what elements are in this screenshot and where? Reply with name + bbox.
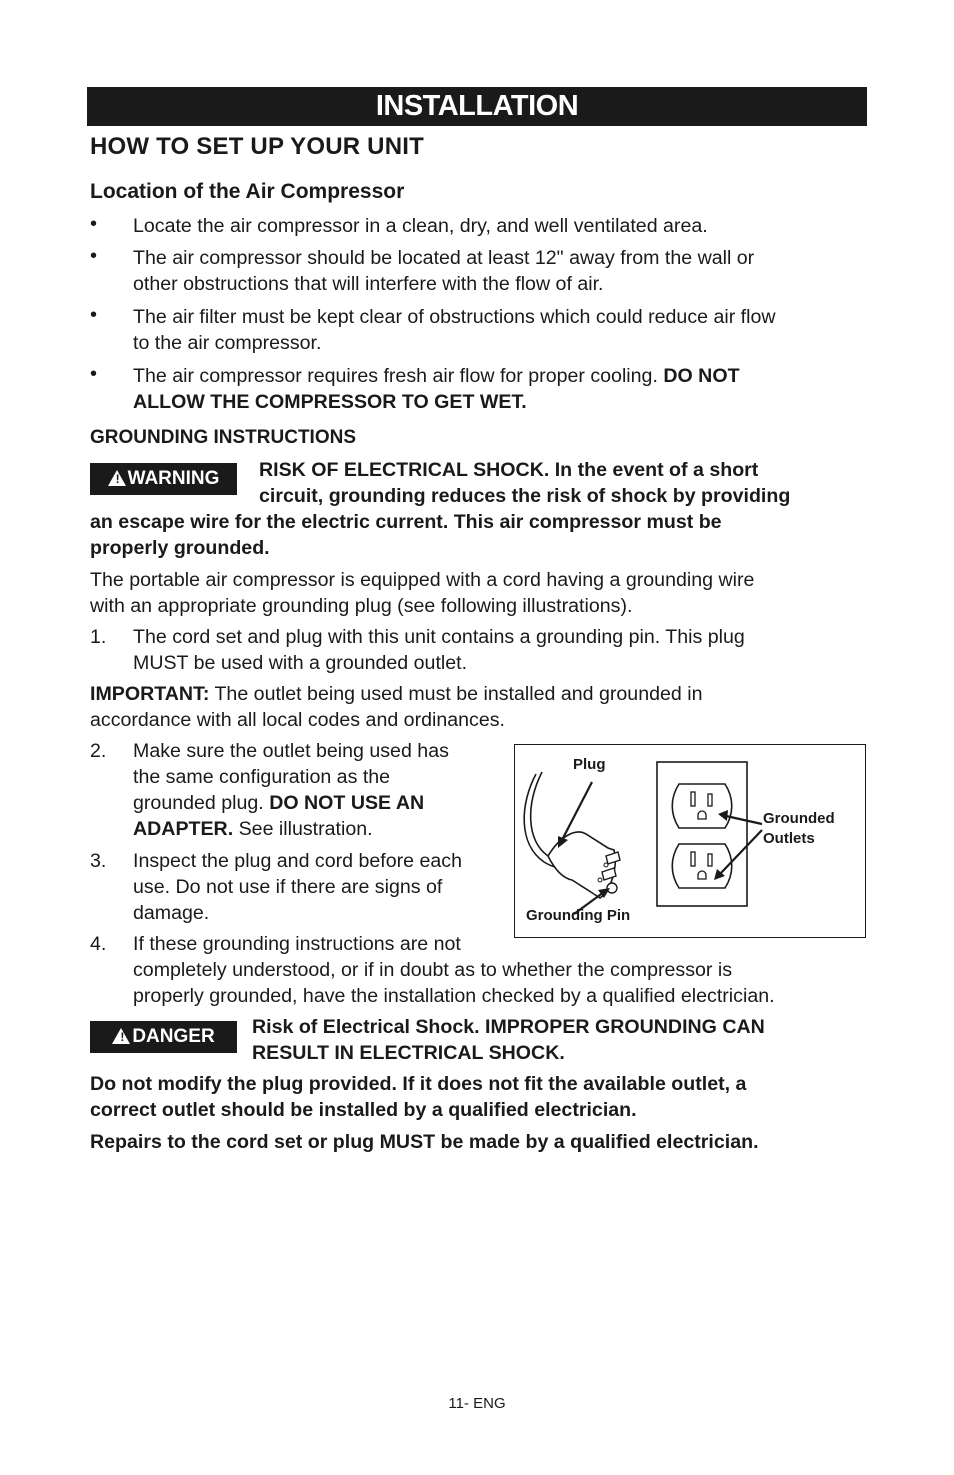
grounded-label-line2: Outlets bbox=[763, 830, 815, 847]
step-1-number: 1. bbox=[90, 626, 107, 648]
step-4-number: 4. bbox=[90, 933, 107, 955]
step-3-line1: Inspect the plug and cord before each bbox=[133, 850, 462, 872]
danger-triangle-icon: ! bbox=[112, 1028, 130, 1044]
plug-label: Plug bbox=[573, 756, 606, 773]
modify-line2: correct outlet should be installed by a qualified electrician. bbox=[90, 1099, 637, 1121]
bullet-item-4-line2: ALLOW THE COMPRESSOR TO GET WET. bbox=[133, 391, 527, 413]
warning-line1: RISK OF ELECTRICAL SHOCK. In the event of a short bbox=[259, 459, 759, 481]
bullet-item-4-text: The air compressor requires fresh air flow for proper cooling. bbox=[133, 365, 664, 387]
warning-label-text: WARNING bbox=[127, 468, 220, 489]
important-line2: accordance with all local codes and ordinances. bbox=[90, 709, 505, 731]
step-2-line3-text: grounded plug. bbox=[133, 792, 270, 814]
lower-outlet-icon bbox=[672, 844, 732, 888]
grounding-paragraph-line2: with an appropriate grounding plug (see following illustrations). bbox=[90, 595, 633, 617]
step-2-line4-emphasis: ADAPTER. bbox=[133, 818, 234, 840]
important-line1: The outlet being used must be installed and grounded in bbox=[209, 683, 703, 705]
bullet-marker: • bbox=[90, 363, 98, 385]
grounding-pin-label: Grounding Pin bbox=[526, 907, 631, 924]
step-3-number: 3. bbox=[90, 850, 107, 872]
warning-triangle-icon: ! bbox=[108, 470, 126, 486]
bullet-marker: • bbox=[90, 213, 98, 235]
grounded-label-line1: Grounded bbox=[763, 810, 835, 827]
bullet-item-4 bbox=[133, 363, 740, 415]
step-4-line1: If these grounding instructions are not bbox=[133, 933, 461, 955]
step-2-line2: the same configuration as the bbox=[133, 766, 391, 788]
bullet-item-3 bbox=[133, 304, 776, 356]
plug-outlet-illustration bbox=[514, 744, 866, 938]
grounding-title: GROUNDING INSTRUCTIONS bbox=[90, 427, 356, 448]
grounding-paragraph bbox=[90, 567, 754, 619]
warning-label bbox=[90, 463, 237, 495]
warning-line4: properly grounded. bbox=[90, 537, 270, 559]
danger-text bbox=[252, 1014, 765, 1066]
step-1-line1: The cord set and plug with this unit contains a grounding pin. This plug bbox=[133, 626, 745, 648]
step-2-number: 2. bbox=[90, 740, 107, 762]
step-3-line3: damage. bbox=[133, 902, 210, 924]
bullet-item-2 bbox=[133, 245, 754, 297]
important-note bbox=[90, 681, 702, 733]
step-3-line2: use. Do not use if there are signs of bbox=[133, 876, 443, 898]
danger-line2: RESULT IN ELECTRICAL SHOCK. bbox=[252, 1042, 565, 1064]
bullet-item-4-emphasis: DO NOT bbox=[663, 365, 740, 387]
bullet-item-2-line2: other obstructions that will interfere with the flow of air. bbox=[133, 273, 604, 295]
bullet-item-3-line1: The air filter must be kept clear of obstructions which could reduce air flow bbox=[133, 306, 776, 328]
danger-line1: Risk of Electrical Shock. IMPROPER GROUNDING CAN bbox=[252, 1016, 765, 1038]
modify-warning bbox=[90, 1071, 746, 1123]
step-4-line3: properly grounded, have the installation checked by a qualified electrician. bbox=[133, 985, 775, 1007]
step-4-line2: completely understood, or if in doubt as to whether the compressor is bbox=[133, 959, 733, 981]
section-banner: INSTALLATION bbox=[87, 87, 867, 126]
grounded-outlets-label bbox=[763, 809, 835, 849]
page-heading: HOW TO SET UP YOUR UNIT bbox=[90, 133, 424, 160]
bullet-marker: • bbox=[90, 304, 98, 326]
step-1-line2: MUST be used with a grounded outlet. bbox=[133, 652, 468, 674]
bullet-item-2-line1: The air compressor should be located at least 12" away from the wall or bbox=[133, 247, 755, 269]
important-label: IMPORTANT: bbox=[90, 683, 210, 705]
warning-text-top bbox=[259, 457, 790, 509]
bullet-item-3-line2: to the air compressor. bbox=[133, 332, 322, 354]
warning-line3: an escape wire for the electric current. This air compressor must be bbox=[90, 511, 722, 533]
step-1 bbox=[133, 624, 745, 676]
repairs-note: Repairs to the cord set or plug MUST be made by a qualified electrician. bbox=[90, 1131, 759, 1153]
step-2-line3-emphasis: DO NOT USE AN bbox=[269, 792, 425, 814]
danger-label bbox=[90, 1021, 237, 1053]
modify-line1: Do not modify the plug provided. If it does not fit the available outlet, a bbox=[90, 1073, 747, 1095]
grounding-paragraph-line1: The portable air compressor is equipped with a cord having a grounding wire bbox=[90, 569, 755, 591]
step-2-line4-text: See illustration. bbox=[233, 818, 373, 840]
cord-line-inner bbox=[530, 772, 547, 856]
danger-label-text: DANGER bbox=[132, 1026, 215, 1047]
step-2-line1: Make sure the outlet being used has bbox=[133, 740, 449, 762]
upper-outlet-icon bbox=[672, 784, 732, 828]
warning-text-bottom bbox=[90, 509, 722, 561]
bullet-item-1: Locate the air compressor in a clean, dry, and well ventilated area. bbox=[133, 215, 708, 237]
step-3 bbox=[133, 848, 462, 926]
step-2 bbox=[133, 738, 449, 842]
warning-line2: circuit, grounding reduces the risk of shock by providing bbox=[259, 485, 791, 507]
bullet-marker: • bbox=[90, 245, 98, 267]
step-4 bbox=[133, 931, 775, 1009]
location-title: Location of the Air Compressor bbox=[90, 180, 405, 203]
page-number: 11- ENG bbox=[448, 1395, 506, 1412]
